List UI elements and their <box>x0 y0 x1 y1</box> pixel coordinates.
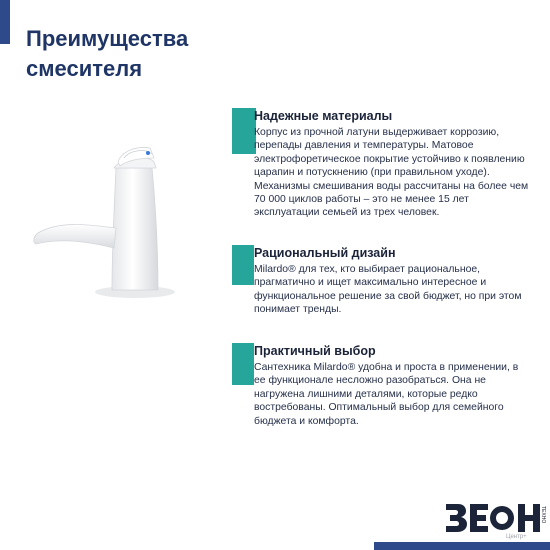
page-title-line-2: смесителя <box>26 56 143 81</box>
feature-heading: Надежные материалы <box>254 109 393 123</box>
zeon-logo <box>444 500 548 540</box>
page-title-line-1: Преимущества <box>26 26 189 51</box>
faucet-image <box>20 110 210 315</box>
feature-practical-choice <box>232 343 532 428</box>
svg-text:ТЕХНО: ТЕХНО <box>540 506 546 524</box>
feature-accent-square <box>232 245 254 285</box>
feature-heading: Рациональный дизайн <box>254 246 396 260</box>
svg-text:Центр+: Центр+ <box>506 534 527 540</box>
feature-text: Корпус из прочной латуни выдерживает коррозию, перепады давления и температуры. Матовое электрофоретическое покрытие устойчиво к появлению царапин и потускнению (при правильном уходе). Механизмы смешивания воды рассчитаны на более чем 70 000 циклов работы – это не менее 15 лет эксплуатации семьей из трех человек. <box>254 127 529 219</box>
feature-reliable-materials <box>232 108 532 220</box>
bottom-accent-bar <box>374 542 550 550</box>
feature-text: Milardo® для тех, кто выбирает рациональное, прагматично и ищет максимально интересное и функциональное решение за свой бюджет, но при этом понимает тренды. <box>254 264 522 316</box>
feature-accent-square <box>232 108 256 154</box>
feature-accent-square <box>232 343 254 385</box>
feature-heading: Практичный выбор <box>254 344 376 358</box>
feature-rational-design <box>232 245 532 317</box>
feature-text: Сантехника Milardo® удобна и проста в применении, в ее функционале несложно разобраться. Она не нагружена лишними деталями, которые редко востребованы. Оптимальный выбор для семейного бюджета и комфорта. <box>254 362 519 427</box>
corner-accent-bar <box>0 0 10 44</box>
page-title <box>26 24 188 84</box>
